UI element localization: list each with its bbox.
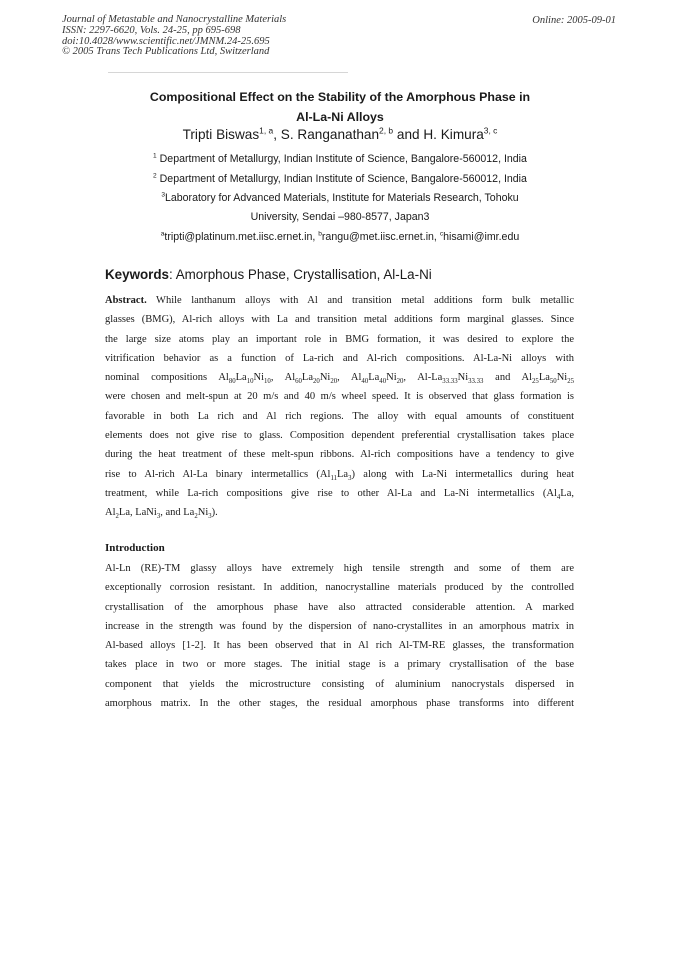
abstract-line: rise to Al-rich Al-La binary intermetallics $(Al_{11}La_3)$ along with La-Ni intermetallics during heat [105,468,574,482]
intro-line: component that yields the microstructure consisting of aluminium nanocrystals dispersed in [105,678,574,690]
intro-line: Al-based alloys [1-2]. It has been observed that in Al rich Al-TM-RE glasses, the transformation [105,640,574,652]
email-link[interactable]: tripti@platinum.met.iisc.ernet.in, [164,231,316,243]
composition: $Al_{40}La_{40}Ni_{20}$ [350,372,404,386]
abstract-label: Abstract. [105,295,147,306]
intro-line: amorphous matrix. In the other stages, the residual amorphous phase transforms into different [105,698,574,710]
abstract-line: the large size atoms play an important role in BMG formation, it was desired to explore the [105,333,574,345]
abstract-line: during the heat treatment of these melt-spun ribbons. Al-rich compositions have a tendency to give [105,449,574,461]
intro-line: crystallisation of the amorphous phase have also attracted considerable attention. A marked [105,601,574,613]
intro-line: increase in the strength was found by the dispersion of nano-crystallites in an amorphous matrix in [105,620,574,632]
title-line-1: Compositional Effect on the Stability of the Amorphous Phase in [149,90,531,104]
journal-name: Journal of Metastable and Nanocrystalline Materials [62,14,287,25]
issn-line: ISSN: 2297-6620, Vols. 24-25, pp 695-698 [62,24,241,36]
header-divider [108,72,348,73]
email-link[interactable]: rangu@met.iisc.ernet.in, [321,231,437,243]
keywords-text: : Amorphous Phase, Crystallisation, Al-La-Ni [169,267,432,282]
composition: $Al_{60}La_{20}Ni_{20}$ [284,372,338,386]
abstract-line: glasses (BMG), Al-rich alloys with La and transition metal additions form marginal glasses. Since [105,314,574,326]
affiliation-1: $^1$ Department of Metallurgy, Indian Institute of Science, Bangalore-560012, India [153,152,527,165]
author-sep: and [396,127,420,142]
introduction-heading: Introduction [105,542,165,554]
abstract-line: treatment, while La-rich compositions give rise to other Al-La and La-Ni intermetallics ($Al_4La$, [105,487,574,502]
intro-line: exceptionally corrosion resistant. In addition, nanocrystalline materials produced by the controlled [105,582,574,594]
email-line: $^a$tripti@platinum.met.iisc.ernet.in, $^b$rangu@met.iisc.ernet.in, $^c$hisami@imr.edu [160,230,520,243]
paper-title [90,87,590,127]
abstract-line: were chosen and melt-spun at 20 m/s and 40 m/s wheel speed. It is observed that glass formation is [105,391,574,403]
author-name: S. Ranganathan [280,127,380,142]
doi-line[interactable]: doi:10.4028/www.scientific.net/JMNM.24-25.695 [62,35,270,47]
online-date: Online: 2005-09-01 [532,15,616,26]
composition: $Al_{80}La_{10}Ni_{10}$ [218,372,271,386]
abstract [105,291,574,523]
affiliation-3-cont: University, Sendai –980-8577, Japan3 [250,211,430,223]
intro-line: takes place in two or more stages. The initial stage is a primary crystallisation of the base [105,659,574,671]
abstract-line: vitrification behavior as a function of La-rich and Al-rich compositions. Al-La-Ni alloys with [105,352,574,364]
copyright-line: © 2005 Trans Tech Publications Ltd, Switzerland [62,46,270,58]
author-sup: 2, b [379,125,394,136]
journal-header [62,15,286,58]
affiliation-2: $^2$ Department of Metallurgy, Indian Institute of Science, Bangalore-560012, India [153,172,527,185]
affiliation-3: $^3$Laboratory for Advanced Materials, Institute for Materials Research, Tohoku [161,191,519,204]
author-name: H. Kimura [423,127,484,142]
keywords-label: Keywords [105,267,169,282]
author-sup: 3, c [483,125,498,136]
email-link[interactable]: hisami@imr.edu [443,231,520,243]
author-sup: 1, a [259,125,274,136]
abstract-line: favorable in both La rich and Al rich regions. The alloy with equal amounts of constituent [105,410,574,422]
abstract-line: elements does not give rise to glass. Composition dependent preferential crystallisation takes place [105,430,574,442]
introduction-body [105,559,574,713]
composition: $Al_{25}La_{50}Ni_{25}$ [521,372,575,386]
keywords [105,267,432,282]
composition: $Al-La_{33.33}Ni_{33.33}$ [417,372,484,386]
abstract-line: nominal compositions $Al_{80}La_{10}Ni_{10}$, $Al_{60}La_{20}Ni_{20}$, $Al_{40}La_{40}Ni_{20}$, $Al-La_{33.33}Ni_{33.33}$ and $Al_{25}La_{50}Ni_{25}$ [105,372,575,386]
title-line-2: Al-La-Ni Alloys [296,110,384,124]
abstract-line: $Al_2La$, LaNi$_3$, and $La_2Ni_3$). [105,507,218,521]
author-list [90,127,590,142]
abstract-line: Abstract. While lanthanum alloys with Al and transition metal additions form bulk metallic [105,295,575,306]
author-name: Tripti Biswas [182,127,260,142]
intro-line: Al-Ln (RE)-TM glassy alloys have extremely high tensile strength and some of them are [105,563,574,574]
author-sep: , [273,127,277,142]
